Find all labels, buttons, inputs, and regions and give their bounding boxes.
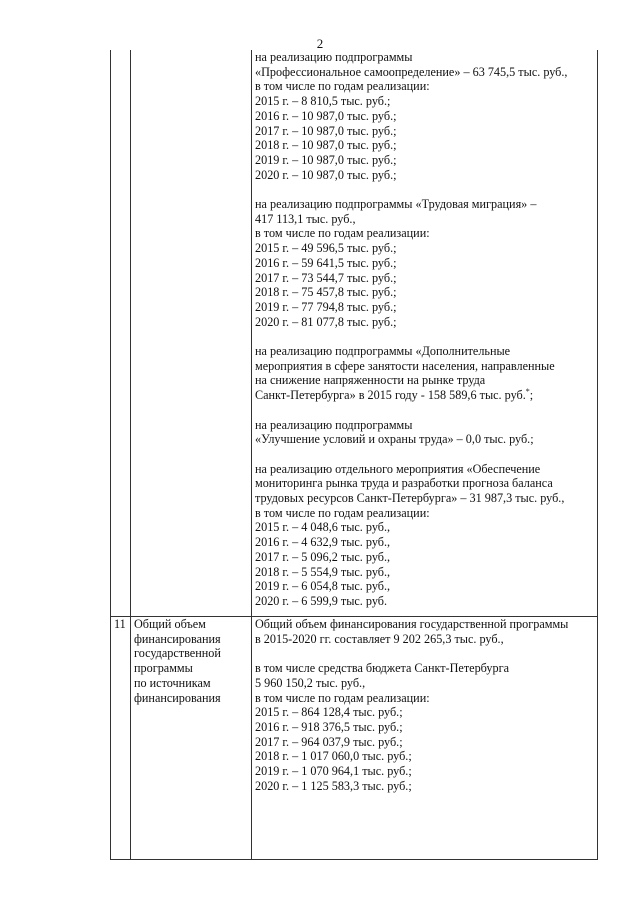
- text-line: 2016 г. – 10 987,0 тыс. руб.;: [255, 108, 397, 123]
- text-line: [255, 182, 595, 197]
- row-number: 11: [114, 617, 126, 631]
- text-line: 2017 г. – 5 096,2 тыс. руб.,: [255, 549, 391, 564]
- text-line: 2016 г. – 59 641,5 тыс. руб.;: [255, 255, 397, 270]
- text-line: 2017 г. – 964 037,9 тыс. руб.;: [255, 734, 403, 749]
- funding-subprograms-cell: [252, 50, 598, 617]
- text-line: 2015 г. – 864 128,4 тыс. руб.;: [255, 705, 403, 720]
- text-line: [255, 447, 595, 462]
- total-funding-cell: [252, 617, 598, 860]
- label-line: финансирования: [134, 631, 221, 646]
- text-line: 5 960 150,2 тыс. руб.,: [255, 675, 366, 690]
- text-line: в том числе по годам реализации:: [255, 79, 430, 94]
- text-line: 2018 г. – 10 987,0 тыс. руб.;: [255, 138, 397, 153]
- text-line: мероприятия в сфере занятости населения, направленные: [255, 358, 555, 373]
- text-line: 2016 г. – 4 632,9 тыс. руб.,: [255, 535, 391, 550]
- text-line: на реализацию подпрограммы «Трудовая миграция» –: [255, 197, 537, 212]
- text-line: 2018 г. – 1 017 060,0 тыс. руб.;: [255, 749, 412, 764]
- text-line: [255, 403, 595, 418]
- text-line: 2017 г. – 10 987,0 тыс. руб.;: [255, 123, 397, 138]
- page-number: 2: [316, 36, 324, 51]
- funding-subprograms-text: [255, 50, 595, 609]
- text-line: на реализацию подпрограммы «Дополнительные: [255, 344, 511, 359]
- text-line: 2020 г. – 1 125 583,3 тыс. руб.;: [255, 778, 412, 793]
- text-line: трудовых ресурсов Санкт-Петербурга» – 31 987,3 тыс. руб.,: [255, 491, 565, 506]
- text-line: в том числе по годам реализации:: [255, 226, 430, 241]
- label-line: государственной: [134, 646, 221, 661]
- text-line: 2017 г. – 73 544,7 тыс. руб.;: [255, 270, 397, 285]
- total-funding-text: [255, 617, 595, 793]
- row-label-text: [134, 617, 249, 705]
- text-line: мониторинга рынка труда и разработки прогноза баланса: [255, 476, 553, 491]
- text-line: в том числе по годам реализации:: [255, 690, 430, 705]
- text-line: 2018 г. – 5 554,9 тыс. руб.,: [255, 564, 391, 579]
- label-line: финансирования: [134, 690, 221, 705]
- label-line: Общий объем: [134, 617, 206, 631]
- row-label-cell: [131, 50, 252, 617]
- text-line: «Профессиональное самоопределение» – 63 745,5 тыс. руб.,: [255, 64, 568, 79]
- text-line: 2016 г. – 918 376,5 тыс. руб.;: [255, 719, 403, 734]
- text-line: 417 113,1 тыс. руб.,: [255, 211, 356, 226]
- text-line: 2020 г. – 6 599,9 тыс. руб.: [255, 593, 388, 608]
- text-line: [255, 646, 595, 661]
- text-line: [255, 329, 595, 344]
- text-line: на реализацию отдельного мероприятия «Обеспечение: [255, 461, 541, 476]
- text-line: 2019 г. – 1 070 964,1 тыс. руб.;: [255, 764, 412, 779]
- text-line: на снижение напряженности на рынке труда: [255, 373, 486, 388]
- table-row: [111, 50, 598, 617]
- text-line: 2019 г. – 77 794,8 тыс. руб.;: [255, 299, 397, 314]
- table-row: [111, 617, 598, 860]
- footnote-mark: *: [525, 387, 530, 397]
- text-line: 2018 г. – 75 457,8 тыс. руб.;: [255, 285, 397, 300]
- row-number-cell: [111, 617, 131, 860]
- text-line: 2020 г. – 10 987,0 тыс. руб.;: [255, 167, 397, 182]
- text-line: 2015 г. – 49 596,5 тыс. руб.;: [255, 241, 397, 256]
- program-passport-table: [110, 50, 598, 860]
- text-line: в 2015-2020 гг. составляет 9 202 265,3 тыс. руб.,: [255, 631, 504, 646]
- text-line: 2019 г. – 10 987,0 тыс. руб.;: [255, 152, 397, 167]
- row-label-cell: [131, 617, 252, 860]
- text-line: Санкт-Петербурга» в 2015 году - 158 589,6 тыс. руб.*;: [255, 387, 534, 403]
- label-line: программы: [134, 661, 193, 676]
- text-line: 2015 г. – 4 048,6 тыс. руб.,: [255, 520, 391, 535]
- label-line: по источникам: [134, 675, 211, 690]
- text-line: на реализацию подпрограммы: [255, 417, 413, 432]
- text-line: «Улучшение условий и охраны труда» – 0,0 тыс. руб.;: [255, 432, 534, 447]
- text-line: в том числе по годам реализации:: [255, 505, 430, 520]
- text-line: Общий объем финансирования государственной программы: [255, 617, 569, 631]
- text-line: 2019 г. – 6 054,8 тыс. руб.,: [255, 579, 391, 594]
- text-line: на реализацию подпрограммы: [255, 50, 413, 64]
- text-line: в том числе средства бюджета Санкт-Петербурга: [255, 661, 509, 676]
- text-line: 2015 г. – 8 810,5 тыс. руб.;: [255, 94, 391, 109]
- row-number-cell: [111, 50, 131, 617]
- text-line: 2020 г. – 81 077,8 тыс. руб.;: [255, 314, 397, 329]
